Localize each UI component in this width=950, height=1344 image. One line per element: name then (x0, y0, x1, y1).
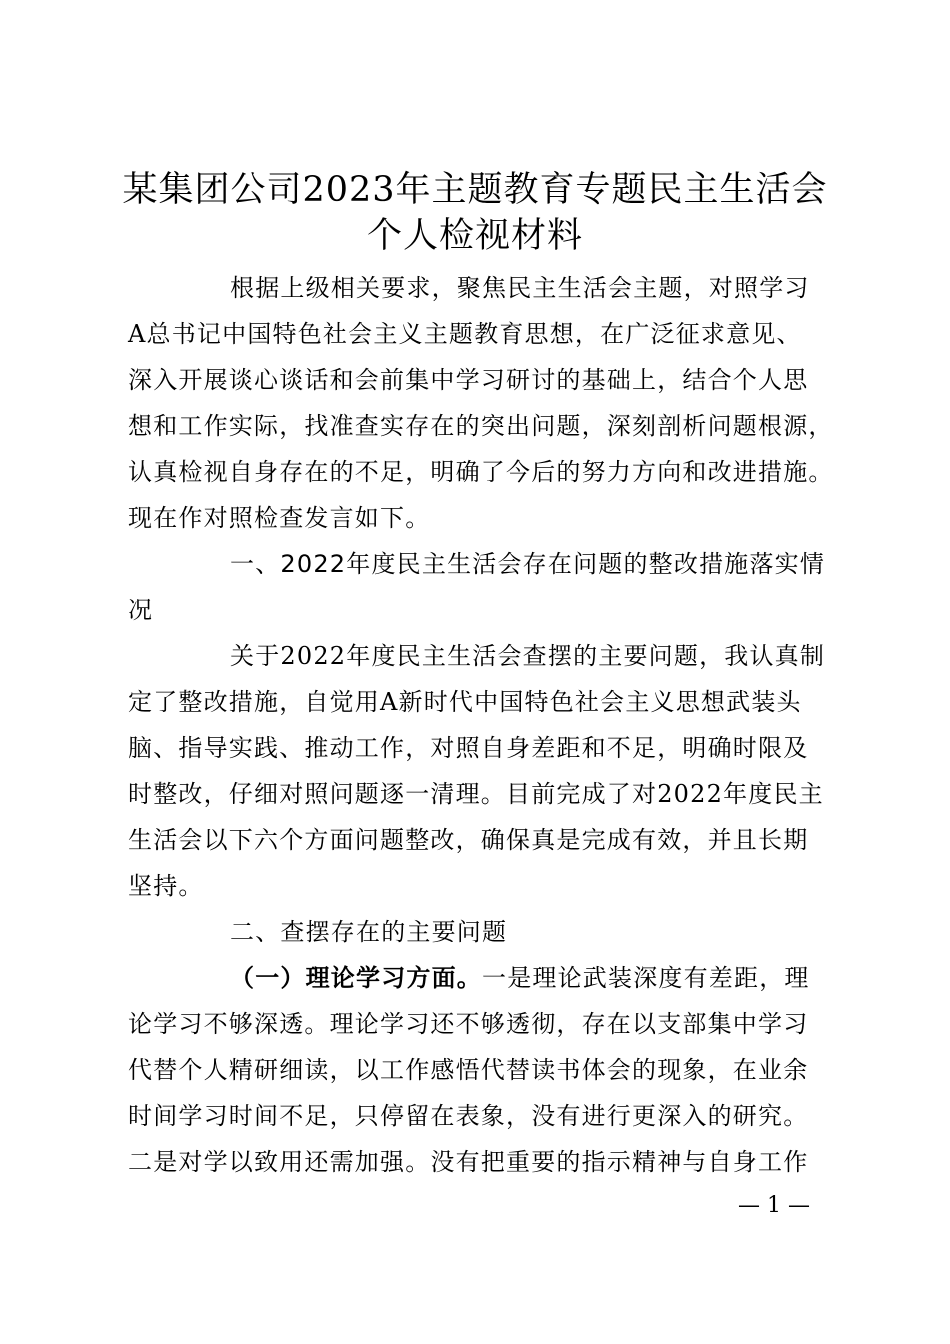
subsection-1-body-line: 时间学习时间不足，只停留在表象，没有进行更深入的研究。 (128, 1102, 809, 1130)
document-title-line-1: 某集团公司2023年主题教育专题民主生活会 (122, 170, 828, 210)
intro-line: A总书记中国特色社会主义主题教育思想，在广泛征求意见、 (128, 320, 802, 348)
subsection-1-first-line-text: 一是理论武装深度有差距，理 (482, 964, 810, 992)
section-1-heading-continuation: 况 (128, 596, 154, 624)
subsection-1-label: （一）理论学习方面。 (230, 963, 482, 992)
section-1-heading: 一、2022年度民主生活会存在问题的整改措施落实情 (230, 550, 826, 578)
section-2-heading: 二、查摆存在的主要问题 (230, 918, 508, 946)
intro-line: 认真检视自身存在的不足，明确了今后的努力方向和改进措施。 (128, 458, 834, 486)
section-1-body-line: 生活会以下六个方面问题整改，确保真是完成有效，并且长期 (128, 826, 809, 854)
subsection-1-body-line: 二是对学以致用还需加强。没有把重要的指示精神与自身工作 (128, 1148, 809, 1176)
subsection-1-body-line: 论学习不够深透。理论学习还不够透彻，存在以支部集中学习 (128, 1010, 809, 1038)
section-1-body-line: 坚持。 (128, 872, 204, 900)
intro-line: 根据上级相关要求，聚焦民主生活会主题，对照学习 (230, 274, 810, 302)
section-1-body-line: 定了整改措施，自觉用A新时代中国特色社会主义思想武装头 (128, 688, 802, 716)
section-1-body-line: 关于2022年度民主生活会查摆的主要问题，我认真制 (230, 642, 826, 670)
intro-line: 想和工作实际，找准查实存在的突出问题，深刻剖析问题根源， (128, 412, 834, 440)
section-1-body-line: 时整改，仔细对照问题逐一清理。目前完成了对2022年度民主 (128, 780, 824, 808)
intro-line: 现在作对照检查发言如下。 (128, 504, 431, 532)
subsection-1-body-line: 代替个人精研细读，以工作感悟代替读书体会的现象，在业余 (128, 1056, 809, 1084)
subsection-1-first-line (230, 963, 810, 993)
page-number: — 1 — (738, 1193, 810, 1218)
section-1-body-line: 脑、指导实践、推动工作，对照自身差距和不足，明确时限及 (128, 734, 809, 762)
document-title-line-2: 个人检视材料 (366, 216, 583, 256)
intro-line: 深入开展谈心谈话和会前集中学习研讨的基础上，结合个人思 (128, 366, 809, 394)
